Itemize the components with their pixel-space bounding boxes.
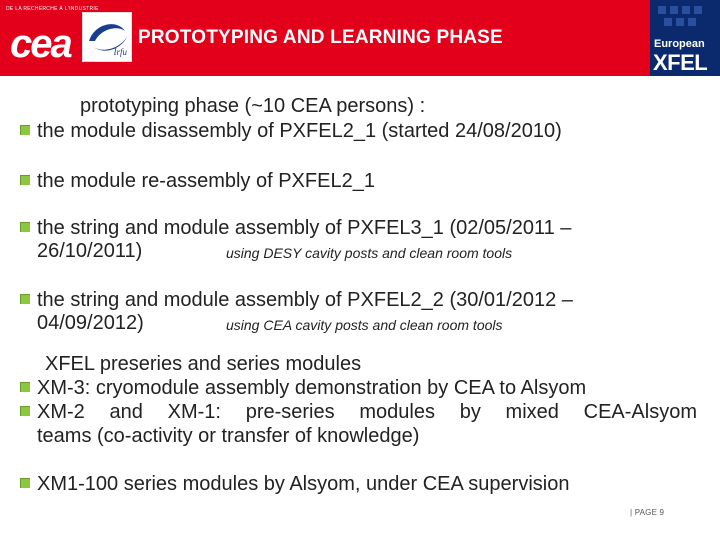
irfu-label: Irfu [113, 47, 127, 57]
bullet-icon [20, 222, 30, 232]
bullet-icon [20, 294, 30, 304]
pxfel2-note: using CEA cavity posts and clean room tools [226, 317, 503, 333]
bullet-xm3: XM-3: cryomodule assembly demonstration by CEA to Alsyom [37, 377, 587, 399]
page-number: | PAGE 9 [630, 508, 665, 517]
bullet-icon [20, 125, 30, 135]
bullet-series: XM1-100 series modules by Alsyom, under CEA supervision [37, 473, 570, 495]
bullet-pxfel2-line2 [37, 313, 144, 333]
bullet-icon [20, 382, 30, 392]
cea-tagline: DE LA RECHERCHE À L'INDUSTRIE [6, 6, 99, 12]
bullet-icon [20, 175, 30, 185]
xfel-european-label: European [654, 38, 705, 50]
xfel-main-label: XFEL [653, 50, 708, 75]
bullet-pxfel3-line1: the string and module assembly of PXFEL3_1 (02/05/2011 – [37, 217, 572, 239]
bullet-reassembly: the module re-assembly of PXFEL2_1 [37, 170, 375, 192]
page-title: PROTOTYPING AND LEARNING PHASE [138, 27, 503, 48]
cea-wordmark: cea [10, 22, 71, 66]
prototyping-heading: prototyping phase (~10 CEA persons) : [80, 95, 426, 117]
pxfel2-end-date: 04/09/2012) [37, 312, 144, 334]
pxfel3-end-date: 26/10/2011) [37, 240, 143, 262]
bullet-pxfel3-line2 [37, 241, 142, 261]
bullet-xm2-line1: XM-2 and XM-1: pre-series modules by mixed CEA-Alsyom [37, 401, 697, 423]
pxfel3-note: using DESY cavity posts and clean room tools [226, 245, 513, 261]
bullet-xm2-line2: teams (co-activity or transfer of knowledge) [37, 425, 420, 447]
series-heading: XFEL preseries and series modules [45, 353, 362, 375]
bullet-pxfel2-line1: the string and module assembly of PXFEL2_2 (30/01/2012 – [37, 289, 573, 311]
bullet-icon [20, 478, 30, 488]
bullet-icon [20, 406, 30, 416]
bullet-disassembly: the module disassembly of PXFEL2_1 (started 24/08/2010) [37, 120, 562, 142]
